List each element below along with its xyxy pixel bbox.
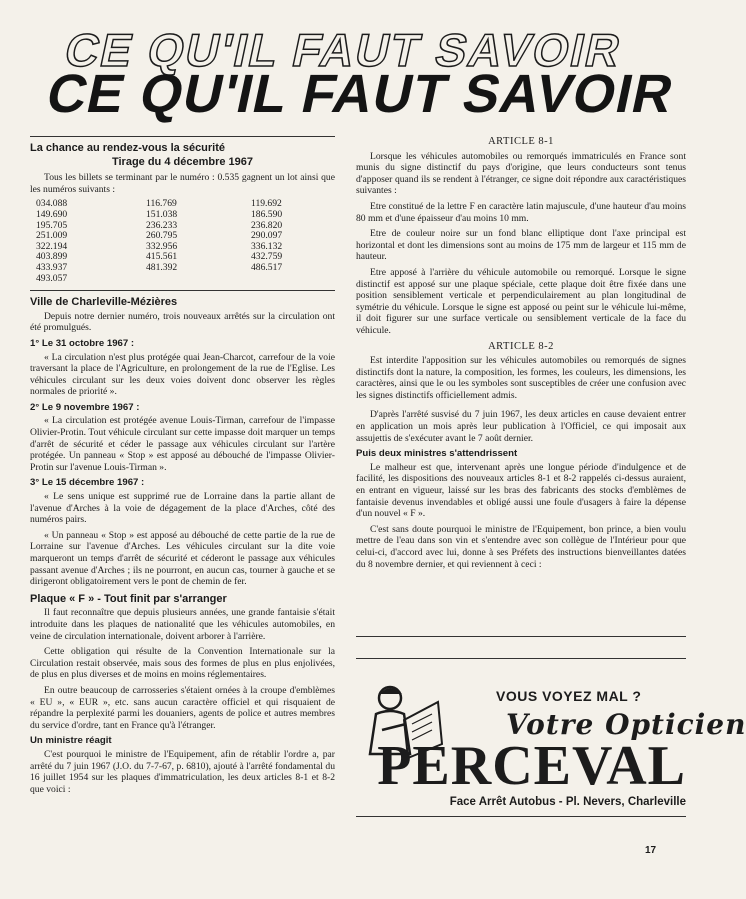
ad-script-tagline: Votre Opticien <box>506 708 746 741</box>
decree-date-1: 1° Le 31 octobre 1967 : <box>30 337 135 349</box>
winning-number: 119.692 <box>251 198 282 210</box>
advertisement-perceval <box>356 636 746 822</box>
ad-question: VOUS VOYEZ MAL ? <box>496 688 642 704</box>
paragraph: Cette obligation qui résulte de la Convention Internationale sur la Circulation restait observée, mais sous des formes de plus en plus enjolivées, de plus en plus diverses et de moins en moins réglementaires. <box>30 646 335 681</box>
divider <box>356 636 686 637</box>
paragraph: Depuis notre dernier numéro, trois nouveaux arrêtés sur la circulation ont été promulgués. <box>30 310 335 334</box>
winning-number <box>146 274 251 285</box>
winning-number: 149.690 <box>36 208 68 220</box>
paragraph: C'est pourquoi le ministre de l'Equipement, afin de rétablir l'ordre a, par arrêté du 7 juin 1967 (J.O. du 7-7-67, p. 6810), ajouté à l'arrêté fondamental du 16 juillet 1954 sur les plaques d'immatriculation, les deux articles 8-1 et 8-2 que voici : <box>30 748 335 795</box>
ad-brand-name: PERCEVAL <box>377 735 686 797</box>
paragraph: Etre apposé à l'arrière du véhicule automobile ou remorqué. Lorsque le signe distinctif est apposé sur une plaque spéciale, cette plaque doit être fixée dans une position sensiblement verticale et perpendiculairement au plan longitudinal de symétrie du véhicule. Lorsque le signe est apposé ou peint sur le véhicule lui-même, il doit figurer sur une surface verticale ou sensiblement verticale de la face du véhicule. <box>356 266 686 336</box>
winning-number: 403.899 <box>36 251 68 263</box>
paragraph: Est interdite l'apposition sur les véhicules automobiles ou remorqués de signes distinctifs dont la nature, la composition, les formes, les couleurs, les dimensions, les caractères, ainsi que le ou les symboles sont susceptibles de créer une confusion avec les signes distinctifs officiellement admis. <box>356 355 686 401</box>
winning-number: 322.194 <box>36 240 68 252</box>
section-title-plaque-f: Plaque « F » - Tout finit par s'arranger <box>30 592 227 605</box>
masthead-title: CE QU'IL FAUT SAVOIR <box>41 64 680 124</box>
paragraph: Le malheur est que, intervenant après une longue période d'indulgence et de facilité, les dispositions des nouveaux articles 8-1 et 8-2 rappelés ci-dessus auraient, en entrant en vigueur, laissé sur les bras des fabricants des stocks d'emblèmes de fantaisie devenus invendables et obligé aussi une foule d'usagers à faire la dépense d'un nouvel « F ». <box>356 461 686 520</box>
paragraph: Il faut reconnaître que depuis plusieurs années, une grande fantaisie s'était introduite dans les plaques de nationalité que les véhicules automobiles, en veine de circulation internationale, doivent arborer à l'arrière. <box>30 607 335 642</box>
subheading-ministres: Puis deux ministres s'attendrissent <box>356 448 518 460</box>
left-column <box>30 136 335 799</box>
winning-number: 236.820 <box>251 219 283 231</box>
winning-number: 260.795 <box>146 230 178 242</box>
winning-number: 481.392 <box>146 261 178 273</box>
masthead <box>26 24 686 126</box>
winning-number: 432.759 <box>251 251 283 263</box>
winning-number <box>251 274 341 285</box>
winning-number: 195.705 <box>36 219 68 231</box>
page-number: 17 <box>645 845 657 856</box>
winning-number: 415.561 <box>146 251 178 263</box>
winning-number: 116.769 <box>146 198 177 210</box>
masthead-outline-title: CE QU'IL FAUT SAVOIR <box>60 24 627 76</box>
winning-number: 336.132 <box>251 240 283 252</box>
section-subtitle-tirage: Tirage du 4 décembre 1967 <box>111 155 254 168</box>
subheading-ministre: Un ministre réagit <box>30 735 112 747</box>
decree-date-2: 2° Le 9 novembre 1967 : <box>30 401 140 413</box>
paragraph: « La circulation est protégée avenue Louis-Tirman, carrefour de l'impasse Olivier-Protin. Tout véhicule circulant sur cette impasse doit marquer un temps d'arrêt de sécurité et céder le passage aux véhicules circulant sur l'artère protégée. Un panneau « Stop » est apposé au débouché de l'impasse Olivier-Protin sur l'avenue Louis-Tirman ». <box>30 415 335 473</box>
divider <box>356 816 686 817</box>
paragraph: « Le sens unique est supprimé rue de Lorraine dans la partie allant de l'avenue d'Arches à la voie de dégagement de la place d'Arches, côté des numéros pairs. <box>30 491 335 526</box>
paragraph: « La circulation n'est plus protégée quai Jean-Charcot, carrefour de la voie traversant la place de l'Agriculture, en prolongement de la rue de l'Eglise. Les véhicules circulant sur les deux voies doivent donc observer les règles normales de priorité ». <box>30 351 335 398</box>
paragraph: C'est sans doute pourquoi le ministre de l'Equipement, bon prince, a bien voulu mettre de l'eau dans son vin et s'entendre avec son collègue de l'Intérieur pour que celui-ci, d'accord avec lui, donne à ses Préfets des instructions bienveillantes datées du 8 novembre dernier, et qui reviennent à ceci : <box>356 523 686 570</box>
winning-number: 332.956 <box>146 240 178 252</box>
divider <box>30 136 335 137</box>
decree-date-3: 3° Le 15 décembre 1967 : <box>30 477 145 489</box>
paragraph: D'après l'arrêté susvisé du 7 juin 1967, les deux articles en cause devaient entrer en application un mois après leur publication à l'Officiel, ce qui imposait aux assujettis de s'exécuter avant le 7 août dernier. <box>356 409 686 444</box>
paragraph: Tous les billets se terminant par le numéro : 0.535 gagnent un lot ainsi que les numéros suivants : <box>30 172 335 195</box>
winning-number: 433.937 <box>36 261 68 273</box>
winning-number: 034.088 <box>36 198 68 210</box>
winning-number: 493.057 <box>36 272 68 284</box>
paragraph: « Un panneau « Stop » est apposé au débouché de cette partie de la rue de Lorraine sur l'avenue d'Arches. Les véhicules circulant sur la dite voie marqueront un temps d'arrêt de sécurité et céderont le passage aux véhicules passant avenue d'Arches ; ils ne pourront, en aucun cas, tourner à gauche et se dirigeront obligatoirement vers le pont de chemin de fer. <box>30 529 335 588</box>
paragraph: Etre constitué de la lettre F en caractère latin majuscule, d'une hauteur d'au moins 80 mm et d'une épaisseur d'au moins 10 mm. <box>356 200 686 224</box>
winning-number: 251.009 <box>36 230 68 242</box>
paragraph: En outre beaucoup de carrosseries s'étaient ornées à la croupe d'emblèmes « EU », « EUR », etc. sans aucun caractère officiel et qui risquaient de répandre la perplexité parmi les douaniers, agents de police et autres membres du service d'ordre, tant en France qu'à l'étranger. <box>30 684 335 731</box>
winning-number: 151.038 <box>146 208 178 220</box>
article-8-1-title: ARTICLE 8-1 <box>488 136 554 147</box>
ad-address: Face Arrêt Autobus - Pl. Nevers, Charleville <box>449 796 686 808</box>
section-title-charleville: Ville de Charleville-Mézières <box>30 296 178 309</box>
divider <box>356 658 686 659</box>
article-8-2-title: ARTICLE 8-2 <box>488 340 554 352</box>
winning-number: 290.097 <box>251 230 283 242</box>
winning-number: 236.233 <box>146 219 178 231</box>
paragraph: Etre de couleur noire sur un fond blanc elliptique dont l'axe principal est horizontal et dont les dimensions sont au moins de 175 mm de largeur et 115 mm de hauteur. <box>356 228 686 263</box>
winning-number: 186.590 <box>251 208 283 220</box>
paragraph: Lorsque les véhicules automobiles ou remorqués immatriculés en France sont munis du signe distinctif du pays d'origine, que leurs conducteurs sont tenus d'apposer quand ils se rendent à l'étranger, ce signe doit répondre aux caractéristiques suivantes : <box>356 150 686 197</box>
winning-number: 486.517 <box>251 261 283 273</box>
divider <box>30 290 335 291</box>
section-title-securite: La chance au rendez-vous la sécurité <box>30 142 226 154</box>
right-column <box>356 136 686 574</box>
winning-numbers-table <box>36 199 335 284</box>
